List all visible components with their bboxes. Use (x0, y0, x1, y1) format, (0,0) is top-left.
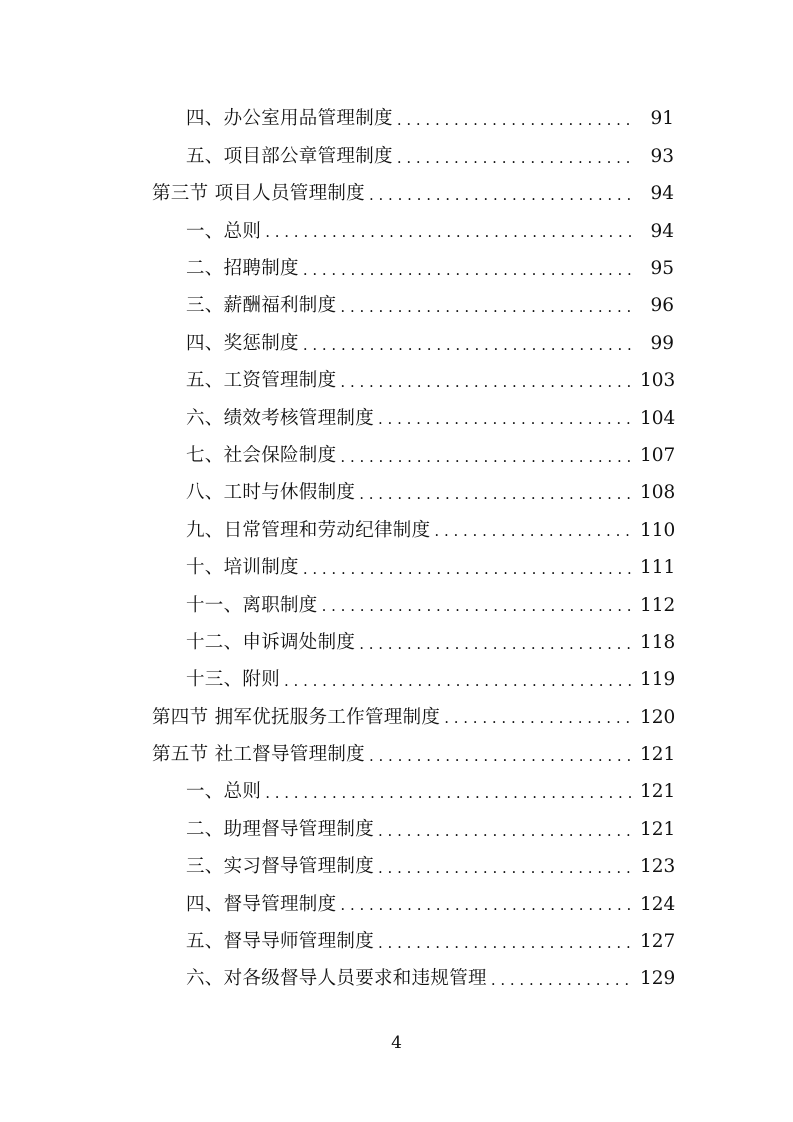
toc-entry-page: 129 (640, 968, 676, 990)
toc-entry-row[interactable] (0, 363, 793, 400)
toc-dot-leader (265, 786, 634, 801)
toc-entry-page: 121 (640, 781, 676, 803)
toc-dot-leader (340, 300, 634, 315)
toc-dot-leader (491, 973, 634, 988)
toc-section-row[interactable] (0, 699, 793, 736)
toc-entry-title: 三、实习督导管理制度 (186, 856, 375, 878)
toc-entry-row[interactable] (0, 101, 793, 138)
toc-entry-title: 十三、附则 (186, 669, 281, 691)
toc-entry-row[interactable] (0, 213, 793, 250)
toc-dot-leader (359, 487, 634, 502)
toc-entry-title: 六、对各级督导人员要求和违规管理 (186, 968, 487, 990)
toc-dot-leader (434, 524, 634, 539)
toc-entry-title: 三、薪酬福利制度 (186, 295, 337, 317)
toc-entry-row[interactable] (0, 811, 793, 848)
toc-section-row[interactable] (0, 737, 793, 774)
toc-dot-leader (303, 263, 634, 278)
toc-entry-page: 94 (650, 220, 674, 242)
toc-entry-row[interactable] (0, 886, 793, 923)
toc-entry-page: 123 (640, 856, 676, 878)
toc-entry-page: 99 (650, 332, 674, 354)
toc-dot-leader (303, 338, 634, 353)
toc-entry-row[interactable] (0, 587, 793, 624)
toc-entry-title: 七、社会保险制度 (186, 444, 337, 466)
toc-entry-row[interactable] (0, 325, 793, 362)
toc-entry-page: 127 (640, 931, 676, 953)
toc-entry-page: 121 (640, 744, 676, 766)
toc-dot-leader (369, 188, 634, 203)
toc-entry-title: 一、总则 (186, 220, 262, 242)
toc-entry-page: 95 (650, 258, 674, 279)
toc-entry-row[interactable] (0, 774, 793, 811)
toc-entry-row[interactable] (0, 624, 793, 661)
toc-entry-title: 八、工时与休假制度 (186, 482, 356, 504)
toc-entry-row[interactable] (0, 961, 793, 998)
toc-entry-page: 91 (650, 108, 674, 130)
toc-entry-title: 五、项目部公章管理制度 (186, 145, 393, 167)
toc-entry-title: 四、奖惩制度 (186, 332, 299, 354)
toc-entry-row[interactable] (0, 512, 793, 549)
toc-entry-title: 十一、离职制度 (186, 594, 318, 616)
toc-dot-leader (284, 674, 634, 689)
toc-entry-page: 108 (640, 482, 676, 504)
toc-entry-row[interactable] (0, 475, 793, 512)
toc-entry-row[interactable] (0, 924, 793, 961)
toc-dot-leader (378, 412, 634, 427)
toc-dot-leader (378, 824, 634, 839)
toc-entry-page: 93 (650, 145, 674, 167)
toc-entry-page: 111 (640, 557, 676, 579)
toc-entry-page: 107 (640, 444, 676, 466)
toc-entry-title: 二、招聘制度 (186, 258, 299, 279)
toc-entry-page: 110 (640, 519, 676, 541)
toc-entry-title: 九、日常管理和劳动纪律制度 (186, 519, 431, 541)
toc-entry-row[interactable] (0, 288, 793, 325)
toc-dot-leader (303, 562, 634, 577)
toc-entry-page: 103 (640, 370, 676, 392)
toc-entry-page: 104 (640, 407, 676, 429)
toc-dot-leader (340, 375, 634, 390)
toc-entry-title: 五、工资管理制度 (186, 370, 337, 392)
toc-entry-title: 四、办公室用品管理制度 (186, 108, 393, 130)
toc-entry-page: 120 (640, 706, 676, 728)
toc-entry-title: 第三节 项目人员管理制度 (152, 183, 365, 205)
toc-entry-page: 121 (640, 818, 676, 840)
toc-dot-leader (378, 936, 634, 951)
toc-dot-leader (397, 113, 634, 128)
toc-entry-row[interactable] (0, 251, 793, 288)
toc-section-row[interactable] (0, 176, 793, 213)
toc-dot-leader (340, 450, 634, 465)
toc-dot-leader (265, 225, 634, 240)
toc-dot-leader (322, 599, 634, 614)
toc-entry-title: 五、督导导师管理制度 (186, 931, 375, 953)
toc-entry-title: 二、助理督导管理制度 (186, 818, 375, 840)
toc-entry-row[interactable] (0, 550, 793, 587)
toc-entry-title: 六、绩效考核管理制度 (186, 407, 375, 429)
toc-dot-leader (444, 711, 634, 726)
toc-entry-row[interactable] (0, 400, 793, 437)
toc-entry-page: 112 (640, 594, 676, 616)
toc-dot-leader (397, 151, 634, 166)
toc-entry-row[interactable] (0, 438, 793, 475)
toc-dot-leader (378, 861, 634, 876)
toc-entry-row[interactable] (0, 849, 793, 886)
toc-entry-page: 124 (640, 893, 676, 915)
toc-dot-leader (340, 898, 634, 913)
toc-entry-row[interactable] (0, 662, 793, 699)
toc-entry-title: 一、总则 (186, 781, 262, 803)
toc-dot-leader (369, 749, 634, 764)
toc-dot-leader (359, 637, 634, 652)
toc-entry-title: 四、督导管理制度 (186, 893, 337, 915)
toc-entry-title: 第五节 社工督导管理制度 (152, 744, 365, 766)
toc-entry-page: 119 (640, 669, 676, 691)
toc-entry-row[interactable] (0, 138, 793, 175)
toc-entry-title: 十、培训制度 (186, 557, 299, 579)
toc-entry-page: 118 (640, 631, 676, 653)
toc-entry-page: 94 (650, 183, 674, 205)
page-number: 4 (391, 1033, 402, 1053)
toc-entry-title: 十二、申诉调处制度 (186, 631, 356, 653)
toc-entry-title: 第四节 拥军优抚服务工作管理制度 (152, 706, 441, 728)
toc-entry-page: 96 (650, 295, 674, 317)
table-of-contents (0, 101, 793, 998)
